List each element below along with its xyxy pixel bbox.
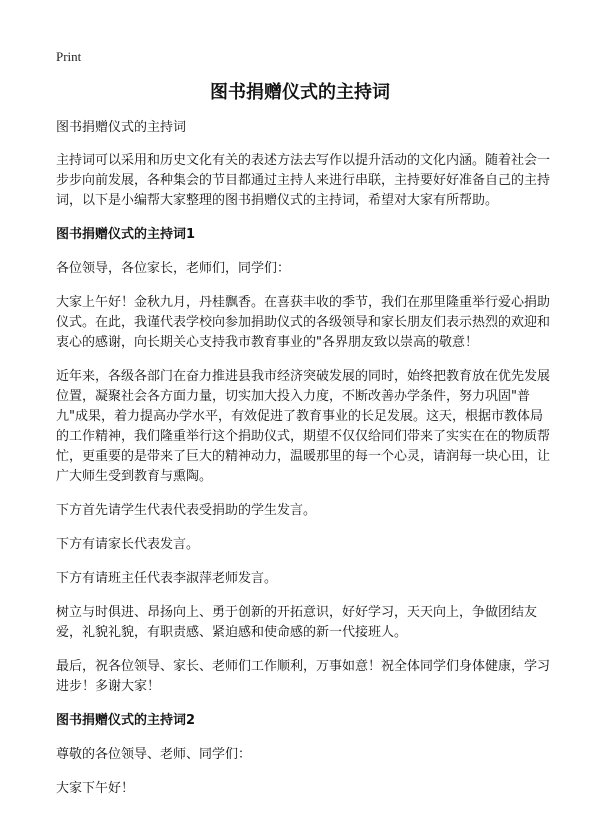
body-paragraph: 树立与时俱进、昂扬向上、勇于创新的开拓意识，好好学习，天天向上，争做团结友爱，礼貌礼貌，有职责感、紧迫感和使命感的新一代接班人。: [56, 605, 538, 640]
section-heading-2: 图书捐赠仪式的主持词2: [56, 713, 196, 728]
body-paragraph: 下方有请班主任代表李淑萍老师发言。: [56, 571, 278, 586]
document-subtitle: 图书捐赠仪式的主持词: [56, 120, 187, 135]
body-paragraph: 下方首先请学生代表代表受捐助的学生发言。: [56, 503, 317, 518]
document-body: [56, 118, 552, 813]
body-paragraph: 下方有请家长代表发言。: [56, 537, 200, 552]
print-link[interactable]: Print: [56, 49, 82, 64]
body-paragraph: 大家上午好！金秋九月，丹桂飘香。在喜获丰收的季节，我们在那里隆重举行爱心捐助仪式。在此，我谨代表学校向参加捐助仪式的各级领导和家长朋友们表示热烈的欢迎和衷心的感谢，向长期关心支持我市教育事业的"各界朋友致以崇高的敬意！: [56, 295, 551, 350]
salutation-paragraph: 尊敬的各位领导、老师、同学们：: [56, 747, 252, 762]
salutation-paragraph: 各位领导，各位家长，老师们，同学们：: [56, 261, 291, 276]
body-paragraph: 大家下午好！: [56, 781, 135, 796]
section-heading-1: 图书捐赠仪式的主持词1: [56, 227, 196, 242]
page-title: 图书捐赠仪式的主持词: [210, 82, 390, 103]
intro-paragraph: 主持词可以采用和历史文化有关的表述方法去写作以提升活动的文化内涵。随着社会一步步向前发展，各种集会的节目都通过主持人来进行串联，主持要好好准备自己的主持词，以下是小编帮大家整理的图书捐赠仪式的主持词，希望对大家有所帮助。: [56, 153, 551, 208]
body-paragraph: 近年来，各级各部门在奋力推进县我市经济突破发展的同时，始终把教育放在优先发展位置，凝聚社会各方面力量，切实加大投入力度，不断改善办学条件，努力巩固"普九"成果，着力提高办学水平，有效促进了教育事业的长足发展。这天，根据市教体局的工作精神，我们隆重举行这个捐助仪式，期望不仅仅给同们带来了实实在在的物质帮忙，更重要的是带来了巨大的精神动力，温暖那里的每一个心灵，请润每一块心田，让广大师生受到教育与熏陶。: [56, 369, 551, 484]
body-paragraph: 最后，祝各位领导、家长、老师们工作顺利，万事如意！祝全体同学们身体健康，学习进步！多谢大家！: [56, 659, 551, 694]
